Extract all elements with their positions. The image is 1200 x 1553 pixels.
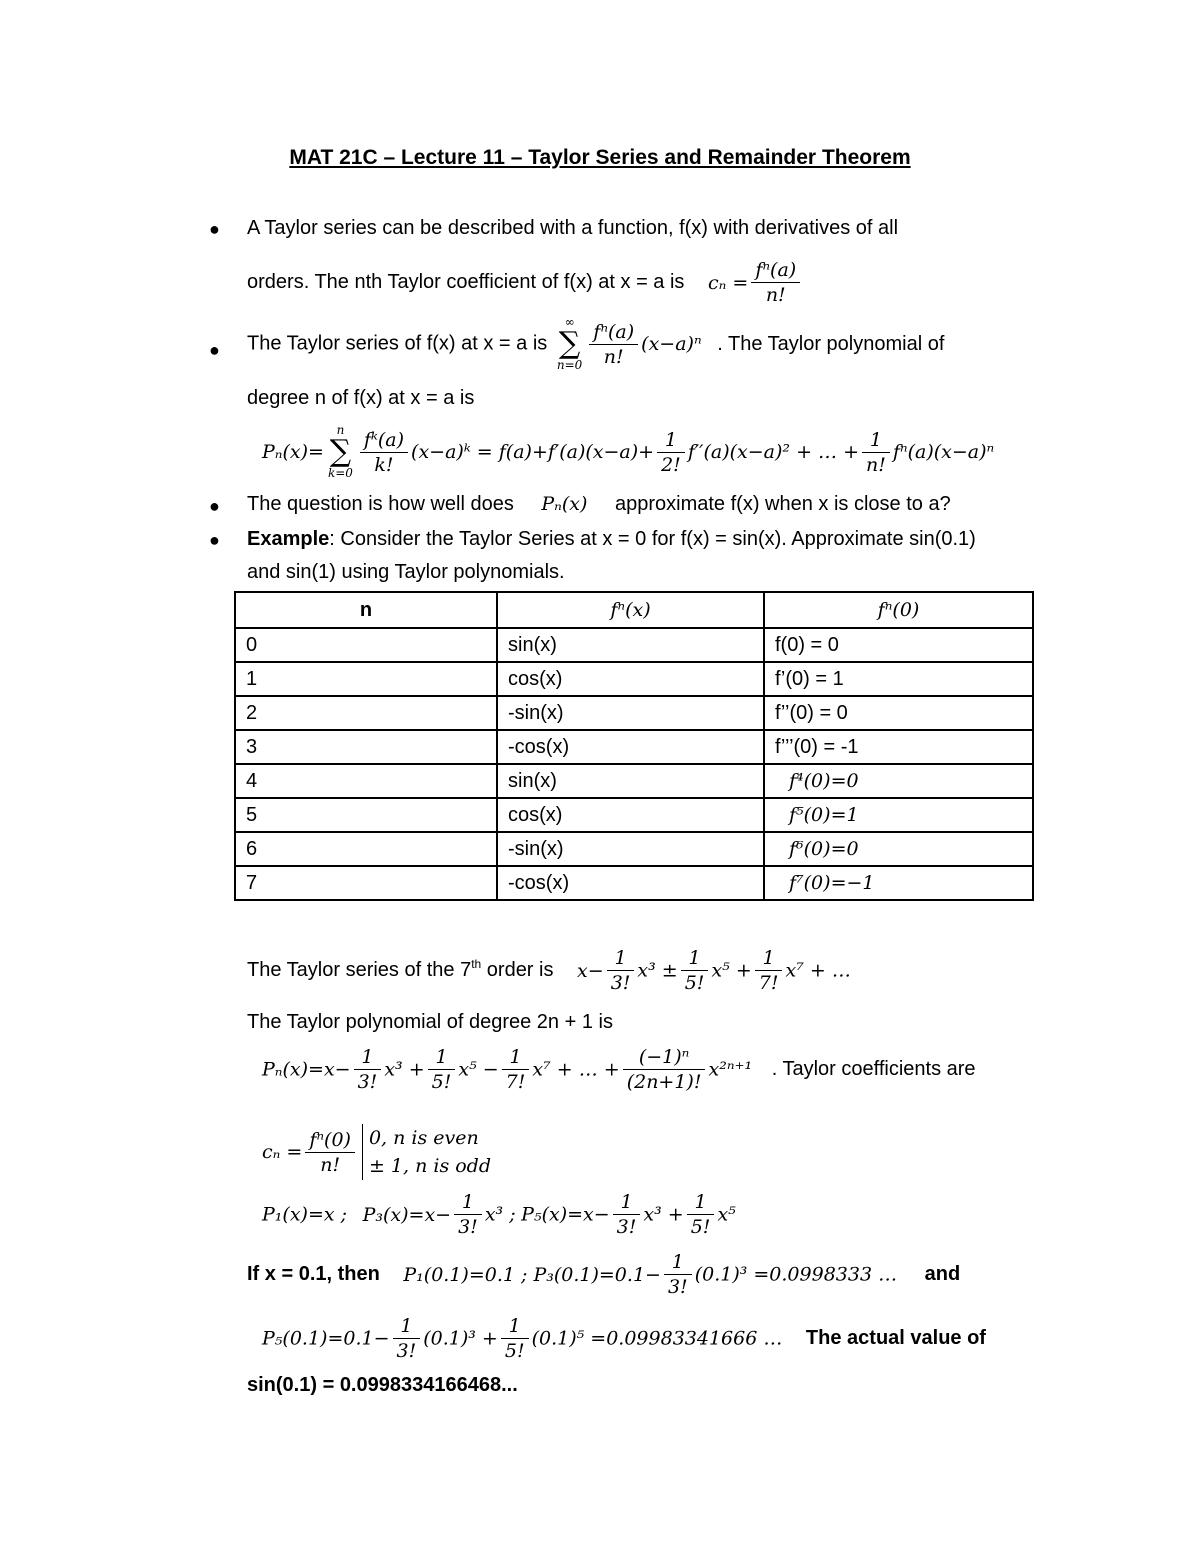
pn-sum: n ∑ k=0 [327, 423, 353, 480]
bullet-4-line2: and sin(1) using Taylor polynomials. [247, 561, 565, 583]
bullet-1-line2-text: orders. The nth Taylor coefficient of f(x) at x = a is [247, 271, 685, 293]
actual-value: sin(0.1) = 0.0998334166468... [247, 1374, 518, 1396]
table-row: 5 cos(x) f⁵(0)=1 [235, 798, 1033, 832]
series-7th-order: The Taylor series of the 7th order is x− $\frac{1}{3!}$ x³ ± $\frac{1}{5!}$ x⁵ + $\frac{1}{7!}$ x⁷ + … [247, 947, 851, 994]
table-row: 4 sin(x) f⁴(0)=0 [235, 764, 1033, 798]
table-header-n: n [235, 592, 497, 628]
derivatives-table [234, 591, 1034, 901]
table-header-row [235, 592, 1033, 628]
bullet-1-line2 [247, 258, 803, 307]
bullet-dot: ● [209, 496, 220, 516]
bullet-dot: ● [209, 219, 220, 239]
example-x01: If x = 0.1, then P₁(0.1)=0.1 ; P₃(0.1)=0.1− $\frac{1}{3!}$ (0.1)³ =0.0998333 … and [247, 1251, 961, 1298]
bullet-3-line: The question is how well does Pₙ(x) approximate f(x) when x is close to a? [247, 493, 951, 515]
p1-p3-p5: P₁(x)=x ; P₃(x)=x− $\frac{1}{3!}$ x³ ; P₅(x)=x− $\frac{1}{3!}$ x³ + $\frac{1}{5!}$ x⁵ [262, 1191, 736, 1238]
series-sum: ∞ ∑ n=0 [556, 315, 583, 372]
table-row: 1 cos(x) f’(0) = 1 [235, 662, 1033, 696]
bullet-2-text: The Taylor series of f(x) at x = a is [247, 332, 548, 355]
table-row: 6 -sin(x) f⁶(0)=0 [235, 832, 1033, 866]
table-row: 0 sin(x) f(0) = 0 [235, 628, 1033, 662]
bullet-4-line1: Example: Consider the Taylor Series at x = 0 for f(x) = sin(x). Approximate sin(0.1) [247, 528, 976, 550]
example-p5: P₅(0.1)=0.1− $\frac{1}{3!}$ (0.1)³ + $\frac{1}{5!}$ (0.1)⁵ =0.09983341666 … The actual value of [262, 1315, 986, 1362]
table-header-fn0: fⁿ(0) [764, 592, 1033, 628]
cn-fraction: $\frac{\text{fⁿ(a)}}{n!}$ [751, 258, 800, 307]
taylor-polynomial-formula: Pₙ(x)= n ∑ k=0 $\frac{\text{fᵏ(a)}}{k!}$ (x−a)ᵏ = f(a)+f′(a)(x−a)+ $\frac{1}{2!}$ f′′(a)(x−a)² + … + $\frac{1}{n!}$ fⁿ(a)(x−a)ⁿ [262, 423, 995, 480]
series-fraction: $\frac{\text{fⁿ(a)}}{n!}$ [589, 320, 638, 369]
series-tail: (x−a)ⁿ [641, 333, 702, 355]
bullet-dot: ● [209, 530, 220, 550]
cn-cases: cₙ = $\frac{\text{fⁿ(0)}}{n!}$ 0, n is even ± 1, n is odd [262, 1124, 491, 1180]
bullet-dot: ● [209, 340, 220, 360]
table-row: 3 -cos(x) f’’’(0) = -1 [235, 730, 1033, 764]
poly-degree-text: The Taylor polynomial of degree 2n + 1 is [247, 1011, 613, 1033]
pn-inline: Pₙ(x) [541, 493, 588, 515]
bullet-2-text-end: . The Taylor polynomial of [717, 332, 945, 355]
cn-lhs: cₙ = [708, 271, 749, 294]
table-header-fnx: fⁿ(x) [497, 592, 764, 628]
poly-2n1-formula: Pₙ(x)=x− $\frac{1}{3!}$ x³ + $\frac{1}{5!}$ x⁵ − $\frac{1}{7!}$ x⁷ + … + $\frac{\text{(−1)ⁿ}}{(2n+1)!}$ x²ⁿ⁺¹ . Taylor coefficients are [262, 1046, 976, 1093]
bullet-1-text: A Taylor series can be described with a function, f(x) with derivatives of all [247, 217, 899, 239]
bullet-2-line2: degree n of f(x) at x = a is [247, 387, 475, 409]
table-row: 7 -cos(x) f⁷(0)=−1 [235, 866, 1033, 900]
table-row: 2 -sin(x) f’’(0) = 0 [235, 696, 1033, 730]
page-title: MAT 21C – Lecture 11 – Taylor Series and Remainder Theorem [289, 146, 911, 169]
bullet-2-line1 [247, 316, 944, 372]
